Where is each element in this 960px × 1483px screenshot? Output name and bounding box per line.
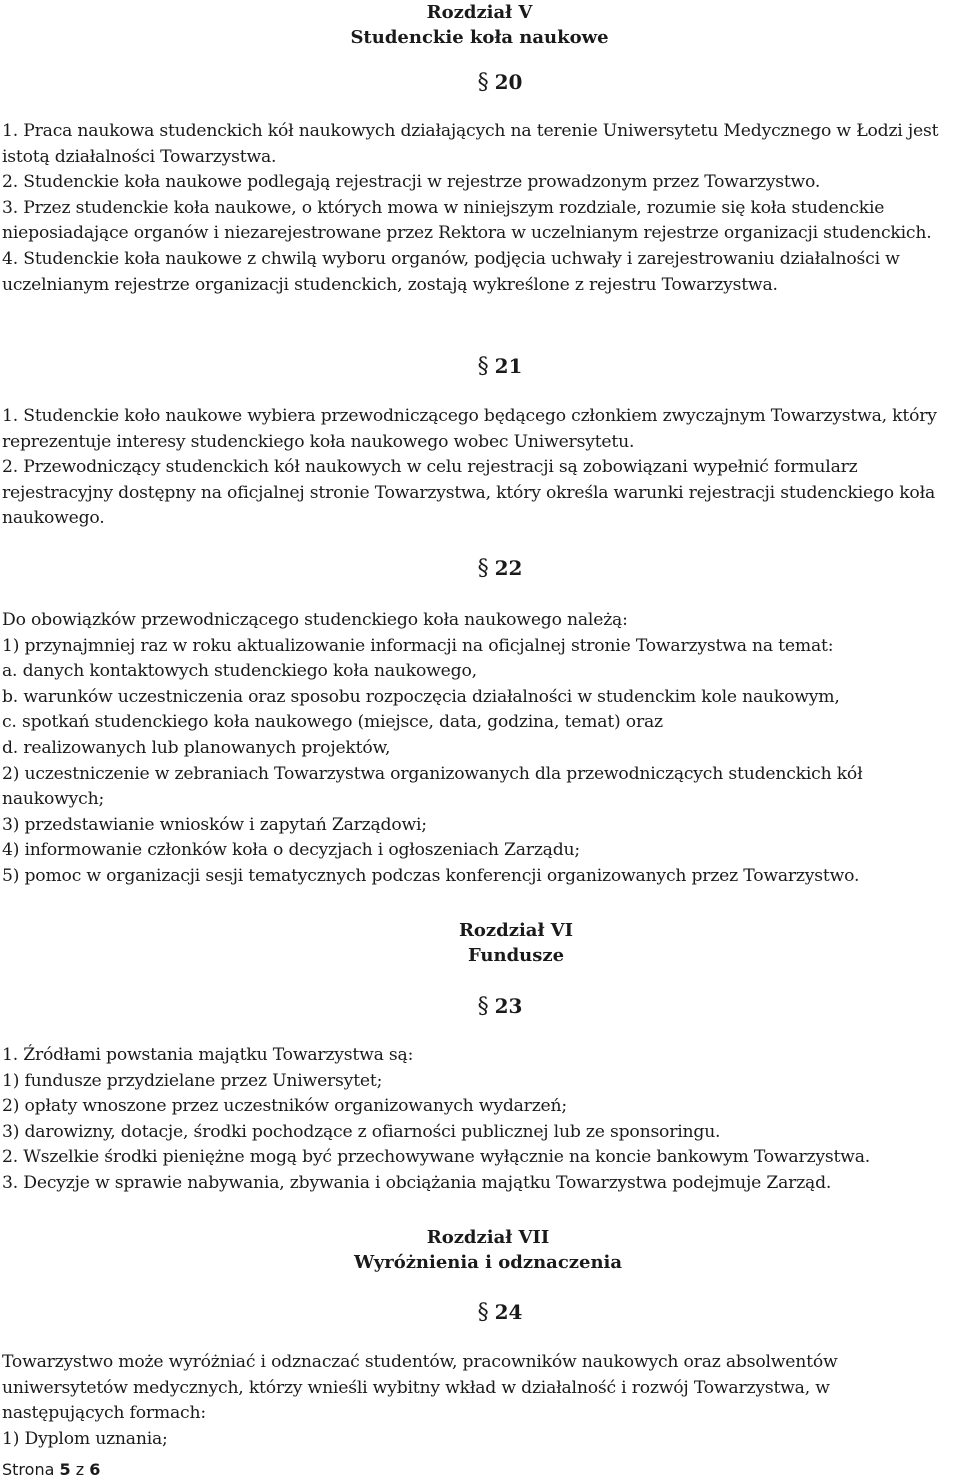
paragraph: 1) przynajmniej raz w roku aktualizowanie informacji na oficjalnej stronie Towarzystwa na temat: <box>2 635 834 656</box>
section-body-23 <box>2 1043 957 1197</box>
section-body-24 <box>2 1350 957 1452</box>
section-number: 24 <box>494 1300 523 1324</box>
section-body-20 <box>2 119 957 298</box>
paragraph: 3. Przez studenckie koła naukowe, o których mowa w niniejszym rozdziale, rozumie się koła studenckie nieposiadające organów i niezarejestrowane przez Rektora w uczelnianym rejestrze organizacji studenckich. <box>2 197 932 244</box>
list-item: d. realizowanych lub planowanych projektów, <box>2 737 391 758</box>
section-number: 21 <box>494 354 523 378</box>
list-item: 5) pomoc w organizacji sesji tematycznych podczas konferencji organizowanych przez Towarzystwo. <box>2 865 860 886</box>
chapter-title: Studenckie koła naukowe <box>350 27 609 48</box>
paragraph: 2. Studenckie koła naukowe podlegają rejestracji w rejestrze prowadzonym przez Towarzystwo. <box>2 172 821 193</box>
list-item: 1) fundusze przydzielane przez Uniwersytet; <box>2 1070 383 1091</box>
section-symbol: § <box>477 70 489 95</box>
list-item: b. warunków uczestniczenia oraz sposobu rozpoczęcia działalności w studenckim kole naukowym, <box>2 686 840 707</box>
footer-label: Strona <box>2 1460 55 1479</box>
paragraph: 1. Praca naukowa studenckich kół naukowych działających na terenie Uniwersytetu Medycznego w Łodzi jest istotą działalności Towarzystwa. <box>2 121 939 167</box>
list-item: 2) opłaty wnoszone przez uczestników organizowanych wydarzeń; <box>2 1096 567 1117</box>
paragraph: 3. Decyzje w sprawie nabywania, zbywania i obciążania majątku Towarzystwa podejmuje Zarząd. <box>2 1172 832 1193</box>
section-heading-23 <box>440 994 560 1019</box>
paragraph: 4. Studenckie koła naukowe z chwilą wyboru organów, podjęcia uchwały i zarejestrowaniu działalności w uczelnianym rejestrze organizacji studenckich, zostają wykreślone z rejestru Towarzystwa. <box>2 248 900 295</box>
section-symbol: § <box>477 354 489 379</box>
chapter-title: Wyróżnienia i odznaczenia <box>353 1252 623 1273</box>
section-symbol: § <box>477 1300 489 1325</box>
section-heading-22 <box>440 556 560 581</box>
footer-separator: z <box>75 1460 85 1479</box>
section-number: 23 <box>494 994 523 1018</box>
chapter-title: Fundusze <box>467 945 565 966</box>
chapter-heading-6 <box>240 918 792 968</box>
paragraph: 2. Wszelkie środki pieniężne mogą być przechowywane wyłącznie na koncie bankowym Towarzystwa. <box>2 1147 871 1168</box>
chapter-number: Rozdział VI <box>458 920 574 941</box>
paragraph: 1. Studenckie koło naukowe wybiera przewodniczącego będącego członkiem zwyczajnym Towarzystwa, który reprezentuje interesy studenckiego koła naukowego wobec Uniwersytetu. <box>2 406 937 452</box>
section-number: 20 <box>494 70 523 94</box>
section-heading-21 <box>440 354 560 379</box>
list-item: 3) przedstawianie wniosków i zapytań Zarządowi; <box>2 814 427 835</box>
section-symbol: § <box>477 994 489 1019</box>
section-number: 22 <box>494 556 523 580</box>
list-item: a. danych kontaktowych studenckiego koła naukowego, <box>2 661 477 682</box>
list-item: c. spotkań studenckiego koła naukowego (miejsce, data, godzina, temat) oraz <box>2 712 663 733</box>
current-page: 5 <box>59 1460 71 1479</box>
section-symbol: § <box>477 556 489 581</box>
chapter-number: Rozdział V <box>426 2 533 23</box>
section-body-21 <box>2 404 957 532</box>
list-item: 1) Dyplom uznania; <box>2 1428 168 1449</box>
page-footer <box>2 1460 100 1479</box>
chapter-number: Rozdział VII <box>426 1227 550 1248</box>
list-item: 3) darowizny, dotacje, środki pochodzące z ofiarności publicznej lub ze sponsoringu. <box>2 1121 721 1142</box>
section-heading-24 <box>440 1300 560 1325</box>
list-item: 2) uczestniczenie w zebraniach Towarzystwa organizowanych dla przewodniczących studenckich kół naukowych; <box>2 763 863 810</box>
chapter-heading-5 <box>2 0 957 50</box>
section-body-22 <box>2 608 957 890</box>
list-item: 4) informowanie członków koła o decyzjach i ogłoszeniach Zarządu; <box>2 840 580 861</box>
section-heading-20 <box>440 70 560 95</box>
paragraph: Do obowiązków przewodniczącego studenckiego koła naukowego należą: <box>2 610 628 630</box>
paragraph: 2. Przewodniczący studenckich kół naukowych w celu rejestracji są zobowiązani wypełnić formularz rejestracyjny dostępny na oficjalnej stronie Towarzystwa, który określa warunki rejestracji studenckiego koła naukowego. <box>2 457 935 529</box>
chapter-heading-7 <box>212 1225 764 1275</box>
paragraph: 1. Źródłami powstania majątku Towarzystwa są: <box>2 1045 414 1065</box>
paragraph: Towarzystwo może wyróżniać i odznaczać studentów, pracowników naukowych oraz absolwentów uniwersytetów medycznych, którzy wnieśli wybitny wkład w działalność i rozwój Towarzystwa, w następujących formach: <box>2 1352 838 1424</box>
total-pages: 6 <box>89 1460 101 1479</box>
